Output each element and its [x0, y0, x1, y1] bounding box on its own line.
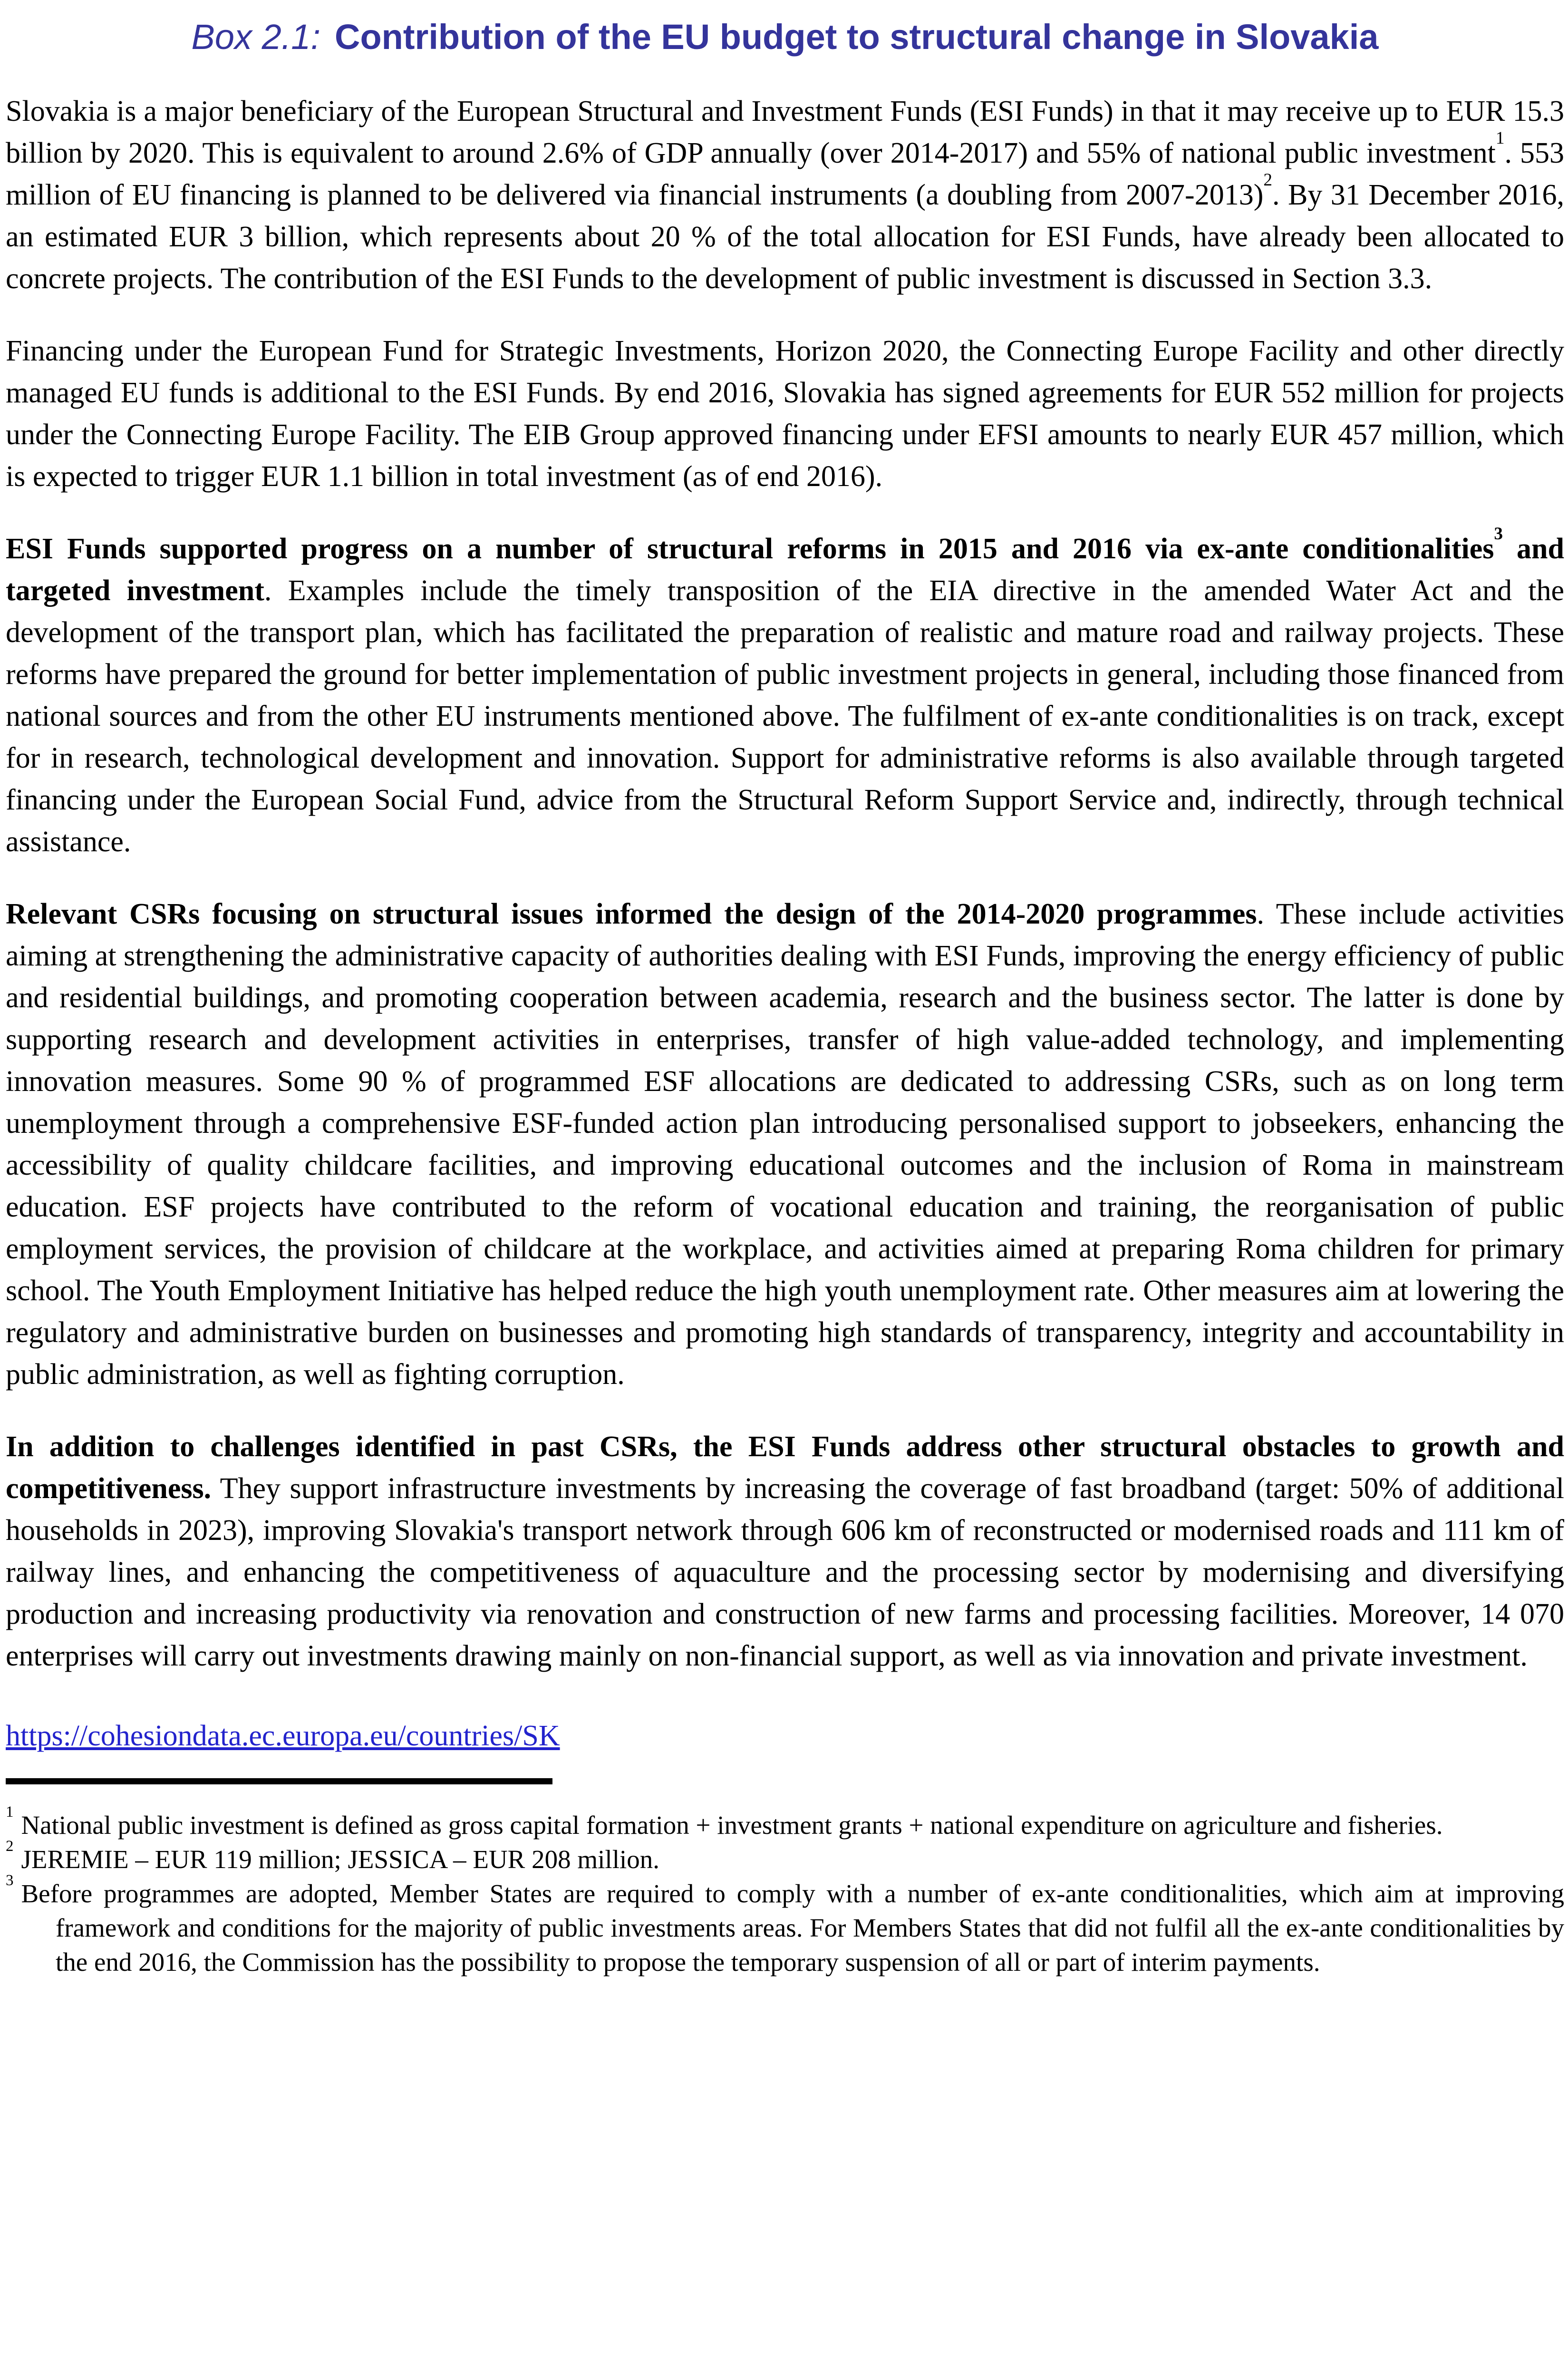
box-title-text: Contribution of the EU budget to structural change in Slovakia — [335, 17, 1379, 57]
footnote-ref-superscript: 2 — [1263, 170, 1272, 190]
text-segment: and targeted investment — [6, 533, 1564, 607]
paragraph — [6, 1426, 1564, 1677]
footnote-separator-rule — [6, 1778, 552, 1784]
footnote-marker: 3 — [6, 1872, 14, 1889]
footnote-text: Before programmes are adopted, Member States are required to comply with a number of ex-ante conditionalities, which aim at improving framework and conditions for the majority of public investments areas. For Members States that did not fulfil all the ex-ante conditionalities by the end 2016, the Commission has the possibility to propose the temporary suspension of all or part of interim payments. — [21, 1879, 1564, 1977]
text-segment: ESI Funds supported progress on a number of structural reforms in 2015 and 2016 via ex-ante conditionalities — [6, 533, 1494, 565]
footnote-text: National public investment is defined as gross capital formation + investment grants + national expenditure on agriculture and fisheries. — [21, 1811, 1443, 1840]
text-segment: In addition to challenges identified in past CSRs, the ESI Funds address other structural obstacles to growth and competitiveness. — [6, 1431, 1564, 1505]
text-segment: Slovakia is a major beneficiary of the European Structural and Investment Funds (ESI Funds) in that it may receive up to EUR 15.3 billion by 2020. This is equivalent to around 2.6% of GDP annually (over 2014-2017) and 55% of national public investment — [6, 95, 1564, 169]
text-segment: Financing under the European Fund for Strategic Investments, Horizon 2020, the Connecting Europe Facility and other directly managed EU funds is additional to the ESI Funds. By end 2016, Slovakia has signed agreements for EUR 552 million for projects under the Connecting Europe Facility. The EIB Group approved financing under EFSI amounts to nearly EUR 457 million, which is expected to trigger EUR 1.1 billion in total investment (as of end 2016). — [6, 335, 1564, 493]
text-segment: Relevant CSRs focusing on structural issues informed the design of the 2014-2020 programmes — [6, 898, 1257, 930]
box-title-prefix: Box 2.1: — [191, 17, 321, 57]
text-segment: . These include activities aiming at strengthening the administrative capacity of authorities dealing with ESI Funds, improving the energy efficiency of public and residential buildings, and promoting cooperation between academia, research and the business sector. The latter is done by supporting research and development activities in enterprises, transfer of high value-added technology, and implementing innovation measures. Some 90 % of programmed ESF allocations are dedicated to addressing CSRs, such as on long term unemployment through a comprehensive ESF-funded action plan introducing personalised support to jobseekers, enhancing the accessibility of quality childcare facilities, and improving educational outcomes and the inclusion of Roma in mainstream education. ESF projects have contributed to the reform of vocational education and training, the reorganisation of public employment services, the provision of childcare at the workplace, and activities aimed at preparing Roma children for primary school. The Youth Employment Initiative has helped reduce the high youth unemployment rate. Other measures aim at lowering the regulatory and administrative burden on businesses and promoting high standards of transparency, integrity and accountability in public administration, as well as fighting corruption. — [6, 898, 1565, 1391]
paragraph — [6, 330, 1564, 497]
paragraph — [6, 90, 1564, 300]
text-segment: . Examples include the timely transposition of the EIA directive in the amended Water Act and the development of the transport plan, which has facilitated the preparation of realistic and mature road and railway projects. These reforms have prepared the ground for better implementation of public investment projects in general, including those financed from national sources and from the other EU instruments mentioned above. The fulfilment of ex-ante conditionalities is on track, except for in research, technological development and innovation. Support for administrative reforms is also available through targeted financing under the European Social Fund, advice from the Structural Reform Support Service and, indirectly, through technical assistance. — [6, 574, 1564, 858]
footnote — [6, 1803, 1564, 1842]
paragraphs — [6, 90, 1564, 1677]
paragraph — [6, 893, 1564, 1395]
paragraph — [6, 524, 1564, 863]
footnote-ref-superscript: 1 — [1495, 128, 1505, 148]
footnote-marker: 2 — [6, 1838, 14, 1855]
text-segment: . 553 million of EU financing is planned to be delivered via financial instruments (a doubling from 2007-2013) — [6, 137, 1565, 211]
footnote-marker: 1 — [6, 1803, 14, 1821]
footnote-ref-superscript: 3 — [1494, 524, 1503, 544]
text-segment: They support infrastructure investments by increasing the coverage of fast broadband (target: 50% of additional households in 2023), improving Slovakia's transport network through 606 km of reconstructed or modernised roads and 111 km of railway lines, and enhancing the competitiveness of aquaculture and the processing sector by modernising and diversifying production and increasing productivity via renovation and construction of new farms and processing facilities. Moreover, 14 070 enterprises will carry out investments drawing mainly on non-financial support, as well as via innovation and private investment. — [6, 1472, 1564, 1672]
box-title — [6, 13, 1564, 61]
footnotes — [6, 1803, 1564, 1979]
footnote-text: JEREMIE – EUR 119 million; JESSICA – EUR 208 million. — [21, 1845, 660, 1874]
cohesion-data-link[interactable]: https://cohesiondata.ec.europa.eu/countries/SK — [6, 1720, 560, 1752]
text-segment: . By 31 December 2016, an estimated EUR 3 billion, which represents about 20 % of the total allocation for ESI Funds, have already been allocated to concrete projects. The contribution of the ESI Funds to the development of public investment is discussed in Section 3.3. — [6, 179, 1565, 295]
link-row — [6, 1715, 1564, 1757]
footnote — [6, 1872, 1564, 1979]
footnote — [6, 1838, 1564, 1877]
